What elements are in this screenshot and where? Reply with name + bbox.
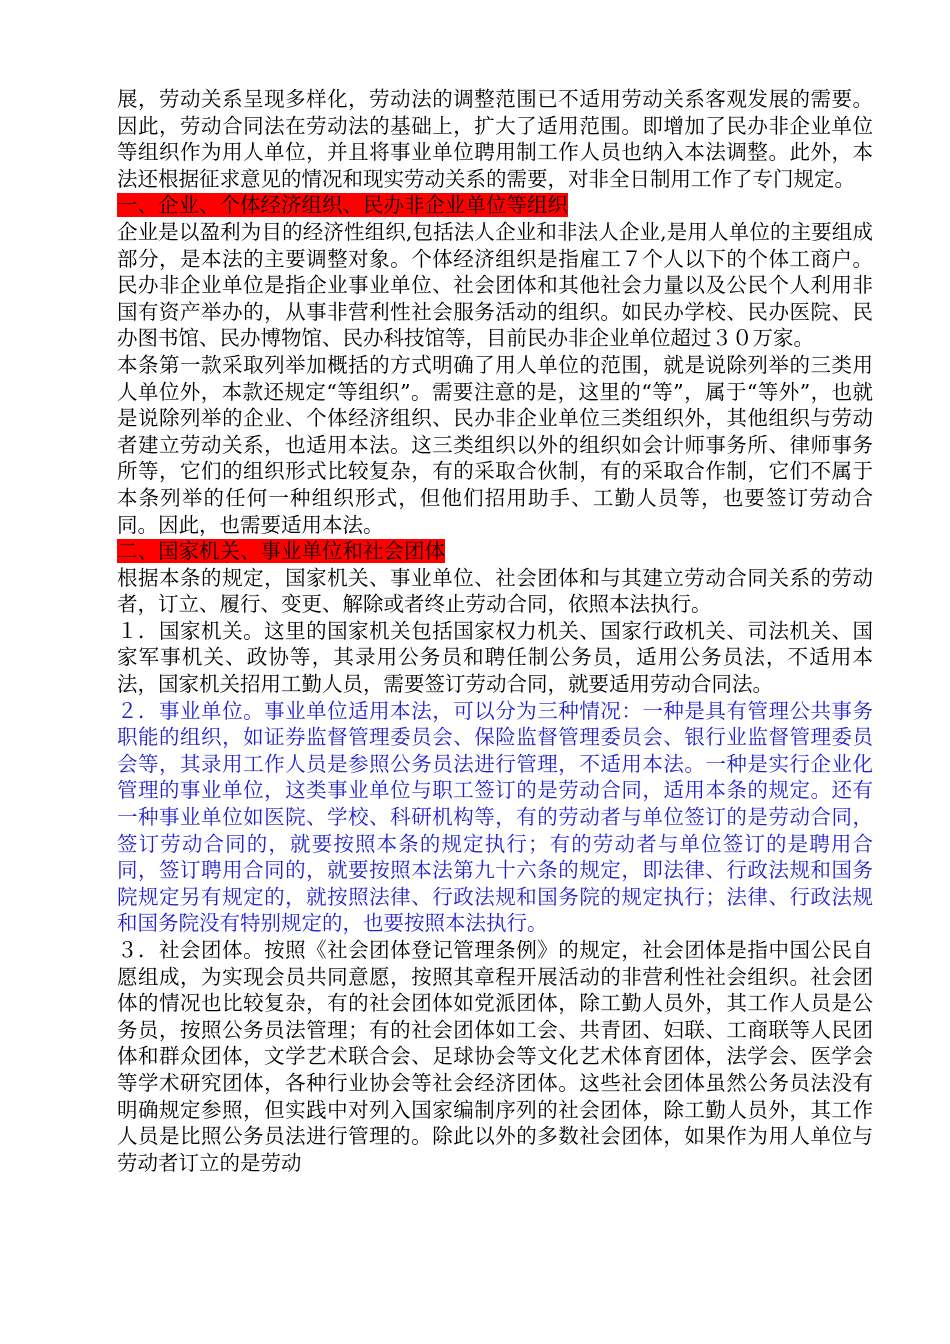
document-page	[117, 86, 873, 1176]
section-heading-2	[117, 538, 873, 565]
paragraph-intro: 展，劳动关系呈现多样化，劳动法的调整范围已不适用劳动关系客观发展的需要。因此，劳动合同法在劳动法的基础上，扩大了适用范围。即增加了民办非企业单位等组织作为用人单位，并且将事业单位聘用制工作人员也纳入本法调整。此外，本法还根据征求意见的情况和现实劳动关系的需要，对非全日制用工作了专门规定。	[117, 87, 873, 191]
section-heading-1-text: 一、企业、个体经济组织、民办非企业单位等组织	[117, 193, 568, 218]
paragraph-state-organs: １．国家机关。这里的国家机关包括国家权力机关、国家行政机关、司法机关、国家军事机关、政协等，其录用公务员和聘任制公务员，适用公务员法，不适用本法，国家机关招用工勤人员，需要签订劳动合同，就要适用劳动合同法。	[117, 618, 873, 697]
paragraph-enterprise: 企业是以盈利为目的经济性组织,包括法人企业和非法人企业,是用人单位的主要组成部分，是本法的主要调整对象。个体经济组织是指雇工７个人以下的个体工商户。民办非企业单位是指企业事业单位、社会团体和其他社会力量以及公民个人利用非国有资产举办的，从事非营利性社会服务活动的组织。如民办学校、民办医院、民办图书馆、民办博物馆、民办科技馆等，目前民办非企业单位超过３０万家。	[117, 219, 873, 351]
paragraph-enumeration: 本条第一款采取列举加概括的方式明确了用人单位的范围，就是说除列举的三类用人单位外，本款还规定“等组织”。需要注意的是，这里的“等”，属于“等外”，也就是说除列举的企业、个体经济组织、民办非企业单位三类组织外，其他组织与劳动者建立劳动关系，也适用本法。这三类组织以外的组织如会计师事务所、律师事务所等，它们的组织形式比较复杂，有的采取合伙制，有的采取合作制，它们不属于本条列举的任何一种组织形式，但他们招用助手、工勤人员等，也要签订劳动合同。因此，也需要适用本法。	[117, 352, 873, 537]
paragraph-state-organs-intro: 根据本条的规定，国家机关、事业单位、社会团体和与其建立劳动合同关系的劳动者，订立、履行、变更、解除或者终止劳动合同，依照本法执行。	[117, 565, 873, 617]
section-heading-2-text: 二、国家机关、事业单位和社会团体	[117, 539, 445, 564]
section-heading-1	[117, 192, 873, 219]
paragraph-social-groups: ３．社会团体。按照《社会团体登记管理条例》的规定，社会团体是指中国公民自愿组成，为实现会员共同意愿，按照其章程开展活动的非营利性社会组织。社会团体的情况也比较复杂，有的社会团体如党派团体，除工勤人员外，其工作人员是公务员，按照公务员法管理；有的社会团体如工会、共青团、妇联、工商联等人民团体和群众团体，文学艺术联合会、足球协会等文化艺术体育团体，法学会、医学会等学术研究团体，各种行业协会等社会经济团体。这些社会团体虽然公务员法没有明确规定参照，但实践中对列入国家编制序列的社会团体，除工勤人员外，其工作人员是比照公务员法进行管理的。除此以外的多数社会团体，如果作为用人单位与劳动者订立的是劳动	[117, 938, 873, 1175]
paragraph-public-institutions: ２．事业单位。事业单位适用本法，可以分为三种情况：一种是具有管理公共事务职能的组织，如证券监督管理委员会、保险监督管理委员会、银行业监督管理委员会等，其录用工作人员是参照公务员法进行管理，不适用本法。一种是实行企业化管理的事业单位，这类事业单位与职工签订的是劳动合同，适用本条的规定。还有一种事业单位如医院、学校、科研机构等，有的劳动者与单位签订的是劳动合同，签订劳动合同的，就要按照本条的规定执行；有的劳动者与单位签订的是聘用合同，签订聘用合同的，就要按照本法第九十六条的规定，即法律、行政法规和国务院规定另有规定的，就按照法律、行政法规和国务院的规定执行；法律、行政法规和国务院没有特别规定的，也要按照本法执行。	[117, 698, 873, 936]
